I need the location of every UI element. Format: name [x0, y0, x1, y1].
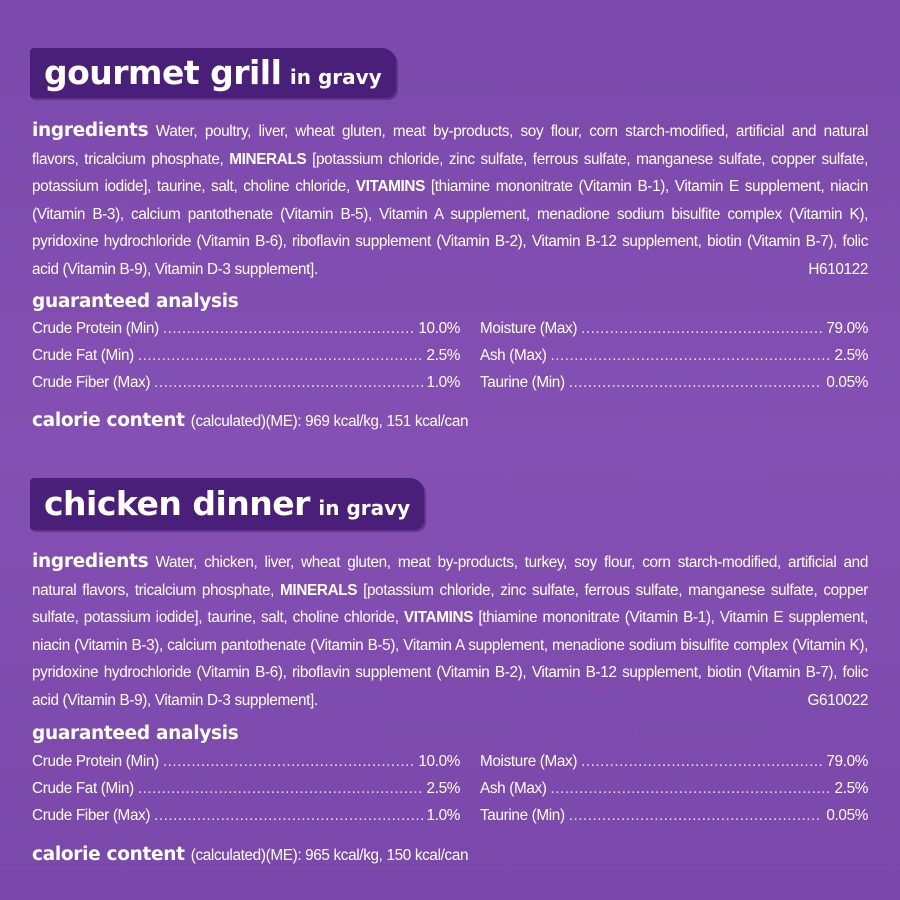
- leader-dots: [569, 807, 823, 825]
- leader-dots: [163, 320, 415, 338]
- ingredients-text: Water, chicken, liver, wheat gluten, meat by-products, turkey, soy flour, corn starch-modified, artificial and natural flavors, tricalcium phosphate,: [32, 554, 868, 599]
- ingredients-heading: ingredients: [32, 551, 149, 572]
- analysis-value: 2.5%: [426, 780, 460, 797]
- analysis-heading: guaranteed analysis: [32, 723, 239, 744]
- analysis-value: 1.0%: [426, 374, 460, 391]
- analysis-name: Ash (Max): [480, 780, 547, 797]
- analysis-name: Crude Fiber (Max): [32, 374, 151, 391]
- analysis-name: Taurine (Min): [480, 807, 565, 824]
- analysis-row: [480, 807, 868, 825]
- analysis-value: 0.05%: [826, 807, 868, 824]
- leader-dots: [154, 807, 422, 825]
- product-title-banner: [30, 48, 396, 98]
- minerals-text: [potassium chloride, zinc sulfate, ferrous sulfate, manganese sulfate, copper sulfate, potassium iodide], taurine, salt, choline chloride,: [32, 150, 868, 196]
- analysis-row: [480, 374, 868, 392]
- analysis-row: [32, 374, 460, 392]
- ingredients-text: Water, poultry, liver, wheat gluten, meat by-products, soy flour, corn starch-modified, artificial and natural flavors, tricalcium phosphate,: [32, 123, 868, 168]
- analysis-row: [480, 753, 868, 771]
- calorie-text: (calculated)(ME): 965 kcal/kg, 150 kcal/can: [190, 847, 469, 864]
- minerals-label: MINERALS: [280, 581, 358, 599]
- analysis-value: 2.5%: [834, 780, 868, 797]
- analysis-value: 0.05%: [826, 374, 868, 391]
- analysis-value: 1.0%: [426, 807, 460, 824]
- ingredients-block: [32, 117, 868, 284]
- analysis-name: Taurine (Min): [480, 374, 565, 391]
- calorie-content: [32, 410, 468, 431]
- ingredients-block: [32, 548, 868, 715]
- calorie-content: [32, 844, 468, 865]
- analysis-row: [480, 780, 868, 798]
- product-title-banner: [30, 478, 424, 530]
- analysis-row: [32, 753, 460, 771]
- vitamins-label: VITAMINS: [403, 609, 474, 627]
- analysis-name: Crude Fat (Min): [32, 780, 134, 797]
- vitamins-label: VITAMINS: [355, 178, 425, 196]
- analysis-name: Crude Fiber (Max): [32, 807, 151, 824]
- analysis-value: 10.0%: [418, 320, 460, 337]
- leader-dots: [551, 347, 831, 365]
- analysis-value: 10.0%: [418, 753, 460, 770]
- vitamins-text: [thiamine mononitrate (Vitamin B-1), Vitamin E supplement, niacin (Vitamin B-3), calcium pantothenate (Vitamin B-5), Vitamin A supplement, menadione sodium bisulfite complex (Vitamin K), pyridoxine hydrochloride (Vitamin B-6), riboflavin supplement (Vitamin B-2), Vitamin B-12 supplement, biotin (Vitamin B-7), folic acid (Vitamin B-9), Vitamin D-3 supplement].: [32, 178, 869, 278]
- vitamins-text: [thiamine mononitrate (Vitamin B-1), Vitamin E supplement, niacin (Vitamin B-3), calcium pantothenate (Vitamin B-5), Vitamin A supplement, menadione sodium bisulfite complex (Vitamin K), pyridoxine hydrochloride (Vitamin B-6), riboflavin supplement (Vitamin B-2), Vitamin B-12 supplement, biotin (Vitamin B-7), folic acid (Vitamin B-9), Vitamin D-3 supplement].: [32, 609, 868, 709]
- product-subtitle: in gravy: [318, 496, 411, 520]
- analysis-row: [32, 807, 460, 825]
- calorie-heading: calorie content: [32, 844, 185, 865]
- analysis-row: [480, 347, 868, 365]
- product-code: G610022: [807, 691, 868, 709]
- product-title: gourmet grill: [44, 53, 282, 92]
- product-title: chicken dinner: [44, 484, 310, 523]
- analysis-name: Moisture (Max): [480, 320, 578, 337]
- analysis-name: Crude Fat (Min): [32, 347, 134, 364]
- leader-dots: [569, 374, 823, 392]
- leader-dots: [551, 780, 831, 798]
- analysis-value: 79.0%: [826, 753, 868, 770]
- analysis-name: Ash (Max): [480, 347, 547, 364]
- analysis-value: 2.5%: [834, 347, 868, 364]
- product-subtitle: in gravy: [289, 65, 382, 89]
- analysis-value: 79.0%: [826, 320, 868, 337]
- calorie-heading: calorie content: [32, 410, 185, 431]
- analysis-row: [32, 320, 460, 338]
- analysis-row: [480, 320, 868, 338]
- leader-dots: [581, 320, 822, 338]
- leader-dots: [154, 374, 422, 392]
- minerals-label: MINERALS: [229, 150, 307, 168]
- product-code: H610122: [808, 260, 868, 278]
- analysis-name: Crude Protein (Min): [32, 753, 159, 770]
- analysis-row: [32, 347, 460, 365]
- leader-dots: [163, 753, 415, 771]
- leader-dots: [138, 780, 423, 798]
- ingredients-heading: ingredients: [32, 120, 149, 141]
- analysis-row: [32, 780, 460, 798]
- analysis-value: 2.5%: [426, 347, 460, 364]
- analysis-name: Crude Protein (Min): [32, 320, 159, 337]
- calorie-text: (calculated)(ME): 969 kcal/kg, 151 kcal/can: [190, 413, 469, 430]
- leader-dots: [581, 753, 822, 771]
- analysis-heading: guaranteed analysis: [32, 291, 239, 312]
- minerals-text: [potassium chloride, zinc sulfate, ferrous sulfate, manganese sulfate, copper sulfate, potassium iodide], taurine, salt, choline chloride,: [32, 581, 869, 627]
- analysis-name: Moisture (Max): [480, 753, 578, 770]
- leader-dots: [138, 347, 423, 365]
